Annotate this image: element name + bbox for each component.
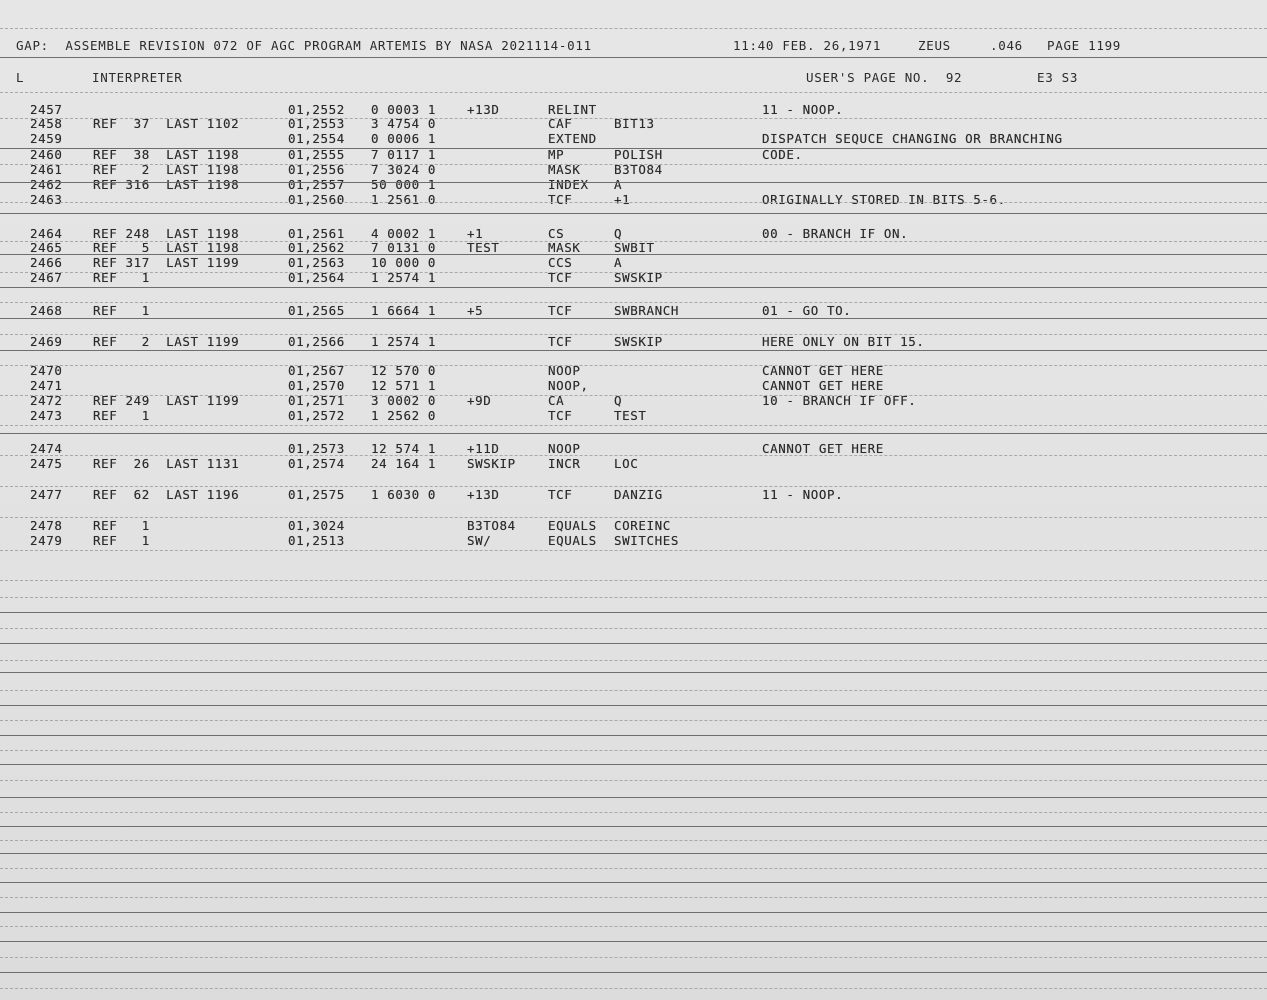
operand: Q: [614, 393, 623, 408]
reference: REF 62 LAST 1196: [93, 487, 240, 502]
dashed-line: [0, 302, 1267, 303]
opcode: RELINT: [548, 102, 597, 117]
comment: ORIGINALLY STORED IN BITS 5-6.: [762, 192, 1006, 207]
assembly-title: GAP: ASSEMBLE REVISION 072 OF AGC PROGRAM ARTEMIS BY NASA 2021114-011: [16, 38, 592, 53]
address: 01,2573: [288, 441, 345, 456]
line-number: 2475: [30, 456, 63, 471]
dashed-line: [0, 486, 1267, 487]
operand: A: [614, 255, 623, 270]
assembly-code: .046: [990, 38, 1023, 53]
line-number: 2463: [30, 192, 63, 207]
operand: BIT13: [614, 116, 655, 131]
line-number: 2474: [30, 441, 63, 456]
octal-code: 10 000 0: [371, 255, 437, 270]
rule-line: [0, 643, 1267, 644]
octal-code: 12 570 0: [371, 363, 437, 378]
octal-code: 1 2574 1: [371, 270, 437, 285]
dashed-line: [0, 628, 1267, 629]
line-number: 2465: [30, 240, 63, 255]
reference: REF 249 LAST 1199: [93, 393, 240, 408]
listing-row: [0, 409, 1267, 423]
reference: REF 1: [93, 533, 150, 548]
dashed-line: [0, 926, 1267, 927]
line-number: 2464: [30, 226, 63, 241]
comment: CANNOT GET HERE: [762, 441, 884, 456]
listing-row: [0, 227, 1267, 241]
dashed-line: [0, 92, 1267, 93]
opcode: NOOP,: [548, 378, 589, 393]
address: 01,2561: [288, 226, 345, 241]
comment: 11 - NOOP.: [762, 487, 844, 502]
dashed-line: [0, 365, 1267, 366]
opcode: EQUALS: [548, 518, 597, 533]
line-number: 2471: [30, 378, 63, 393]
reference: REF 316 LAST 1198: [93, 177, 240, 192]
comment: DISPATCH SEQUCE CHANGING OR BRANCHING: [762, 131, 1063, 146]
octal-code: 7 0117 1: [371, 147, 437, 162]
rule-line: [0, 912, 1267, 913]
address: 01,2556: [288, 162, 345, 177]
opcode: EXTEND: [548, 131, 597, 146]
reference: REF 2 LAST 1198: [93, 162, 240, 177]
comment: CANNOT GET HERE: [762, 363, 884, 378]
address: 01,2554: [288, 131, 345, 146]
opcode: CA: [548, 393, 565, 408]
line-number: 2468: [30, 303, 63, 318]
rule-line: [0, 254, 1267, 255]
operand: SWSKIP: [614, 270, 663, 285]
reference: REF 5 LAST 1198: [93, 240, 240, 255]
reference: REF 38 LAST 1198: [93, 147, 240, 162]
opcode: INCR: [548, 456, 581, 471]
dashed-line: [0, 164, 1267, 165]
operand: SWITCHES: [614, 533, 680, 548]
dashed-line: [0, 550, 1267, 551]
dashed-line: [0, 660, 1267, 661]
address: 01,2570: [288, 378, 345, 393]
address: 01,2513: [288, 533, 345, 548]
octal-code: 0 0003 1: [371, 102, 437, 117]
octal-code: 1 2574 1: [371, 334, 437, 349]
line-number: 2477: [30, 487, 63, 502]
label: +5: [467, 303, 484, 318]
line-number: 2472: [30, 393, 63, 408]
operand: SWBRANCH: [614, 303, 680, 318]
dashed-line: [0, 812, 1267, 813]
opcode: EQUALS: [548, 533, 597, 548]
assembly-user: ZEUS: [918, 38, 951, 53]
listing-row: [0, 335, 1267, 349]
reference: REF 2 LAST 1199: [93, 334, 240, 349]
octal-code: 1 2561 0: [371, 192, 437, 207]
label: SW/: [467, 533, 492, 548]
operand: A: [614, 177, 623, 192]
operand: TEST: [614, 408, 647, 423]
operand: SWBIT: [614, 240, 655, 255]
line-number: 2479: [30, 533, 63, 548]
opcode: MASK: [548, 240, 581, 255]
dashed-line: [0, 897, 1267, 898]
users-page-number: USER'S PAGE NO. 92: [806, 70, 963, 85]
line-number: 2466: [30, 255, 63, 270]
address: 01,2563: [288, 255, 345, 270]
rule-line: [0, 57, 1267, 58]
opcode: TCF: [548, 334, 573, 349]
reference: REF 1: [93, 408, 150, 423]
operand: SWSKIP: [614, 334, 663, 349]
opcode: NOOP: [548, 441, 581, 456]
rule-line: [0, 797, 1267, 798]
dashed-line: [0, 750, 1267, 751]
address: 01,2571: [288, 393, 345, 408]
octal-code: 0 0006 1: [371, 131, 437, 146]
opcode: TCF: [548, 408, 573, 423]
dashed-line: [0, 118, 1267, 119]
listing-row: [0, 271, 1267, 285]
reference: REF 1: [93, 303, 150, 318]
dashed-line: [0, 988, 1267, 989]
dashed-line: [0, 334, 1267, 335]
reference: REF 248 LAST 1198: [93, 226, 240, 241]
listing-row: [0, 193, 1267, 207]
octal-code: 12 571 1: [371, 378, 437, 393]
rule-line: [0, 213, 1267, 214]
rule-line: [0, 764, 1267, 765]
listing-row: [0, 394, 1267, 408]
listing-row: [0, 117, 1267, 131]
rule-line: [0, 705, 1267, 706]
octal-code: 12 574 1: [371, 441, 437, 456]
listing-row: [0, 379, 1267, 393]
octal-code: 24 164 1: [371, 456, 437, 471]
listing-row: [0, 519, 1267, 533]
dashed-line: [0, 272, 1267, 273]
label: TEST: [467, 240, 500, 255]
listing-row: [0, 442, 1267, 456]
page-number: PAGE 1199: [1047, 38, 1122, 53]
section-title: INTERPRETER: [92, 70, 183, 85]
rule-line: [0, 826, 1267, 827]
address: 01,2565: [288, 303, 345, 318]
line-number: 2459: [30, 131, 63, 146]
line-number: 2458: [30, 116, 63, 131]
line-number: 2470: [30, 363, 63, 378]
dashed-line: [0, 28, 1267, 29]
operand: +1: [614, 192, 631, 207]
operand: DANZIG: [614, 487, 663, 502]
listing-row: [0, 241, 1267, 255]
octal-code: 3 4754 0: [371, 116, 437, 131]
address: 01,2572: [288, 408, 345, 423]
address: 01,2567: [288, 363, 345, 378]
operand: COREINC: [614, 518, 671, 533]
comment: 00 - BRANCH IF ON.: [762, 226, 909, 241]
dashed-line: [0, 840, 1267, 841]
line-number: 2460: [30, 147, 63, 162]
dashed-line: [0, 425, 1267, 426]
reference: REF 1: [93, 518, 150, 533]
comment: CANNOT GET HERE: [762, 378, 884, 393]
dashed-line: [0, 517, 1267, 518]
opcode: MASK: [548, 162, 581, 177]
reference: REF 1: [93, 270, 150, 285]
address: 01,2557: [288, 177, 345, 192]
listing-row: [0, 148, 1267, 162]
comment: 01 - GO TO.: [762, 303, 852, 318]
line-number: 2462: [30, 177, 63, 192]
line-number: 2467: [30, 270, 63, 285]
operand: Q: [614, 226, 623, 241]
octal-code: 3 0002 0: [371, 393, 437, 408]
octal-code: 1 6664 1: [371, 303, 437, 318]
opcode: CAF: [548, 116, 573, 131]
dashed-line: [0, 720, 1267, 721]
opcode: TCF: [548, 487, 573, 502]
octal-code: 1 2562 0: [371, 408, 437, 423]
listing-row: [0, 132, 1267, 146]
comment: 10 - BRANCH IF OFF.: [762, 393, 917, 408]
comment: 11 - NOOP.: [762, 102, 844, 117]
column-l-label: L: [16, 70, 25, 85]
address: 01,2574: [288, 456, 345, 471]
label: +9D: [467, 393, 492, 408]
line-number: 2469: [30, 334, 63, 349]
address: 01,2562: [288, 240, 345, 255]
opcode: TCF: [548, 192, 573, 207]
listing-row: [0, 488, 1267, 502]
line-number: 2473: [30, 408, 63, 423]
address: 01,2555: [288, 147, 345, 162]
address: 01,2553: [288, 116, 345, 131]
address: 01,2552: [288, 102, 345, 117]
dashed-line: [0, 690, 1267, 691]
octal-code: 50 000 1: [371, 177, 437, 192]
listing-row: [0, 304, 1267, 318]
dashed-line: [0, 780, 1267, 781]
listing-row: [0, 163, 1267, 177]
dashed-line: [0, 597, 1267, 598]
rule-line: [0, 182, 1267, 183]
dashed-line: [0, 241, 1267, 242]
label: B3TO84: [467, 518, 516, 533]
rule-line: [0, 612, 1267, 613]
address: 01,2575: [288, 487, 345, 502]
comment: CODE.: [762, 147, 803, 162]
line-number: 2457: [30, 102, 63, 117]
opcode: CS: [548, 226, 565, 241]
dashed-line: [0, 202, 1267, 203]
octal-code: 1 6030 0: [371, 487, 437, 502]
opcode: MP: [548, 147, 565, 162]
octal-code: 7 0131 0: [371, 240, 437, 255]
label: SWSKIP: [467, 456, 516, 471]
listing-row: [0, 534, 1267, 548]
rule-line: [0, 318, 1267, 319]
dashed-line: [0, 580, 1267, 581]
octal-code: 4 0002 1: [371, 226, 437, 241]
listing-row: [0, 103, 1267, 117]
address: 01,2560: [288, 192, 345, 207]
line-number: 2461: [30, 162, 63, 177]
listing-row: [0, 457, 1267, 471]
rule-line: [0, 853, 1267, 854]
opcode: CCS: [548, 255, 573, 270]
address: 01,2564: [288, 270, 345, 285]
listing-row: [0, 364, 1267, 378]
listing-row: [0, 256, 1267, 270]
opcode: TCF: [548, 270, 573, 285]
label: +1: [467, 226, 484, 241]
reference: REF 317 LAST 1199: [93, 255, 240, 270]
listing-row: [0, 178, 1267, 192]
rule-line: [0, 882, 1267, 883]
dashed-line: [0, 868, 1267, 869]
line-number: 2478: [30, 518, 63, 533]
operand: LOC: [614, 456, 639, 471]
opcode: INDEX: [548, 177, 589, 192]
dashed-line: [0, 395, 1267, 396]
label: +13D: [467, 102, 500, 117]
octal-code: 7 3024 0: [371, 162, 437, 177]
comment: HERE ONLY ON BIT 15.: [762, 334, 925, 349]
operand: B3TO84: [614, 162, 663, 177]
opcode: NOOP: [548, 363, 581, 378]
operand: POLISH: [614, 147, 663, 162]
header-suffix: E3 S3: [1037, 70, 1079, 85]
reference: REF 26 LAST 1131: [93, 456, 240, 471]
label: +13D: [467, 487, 500, 502]
rule-line: [0, 350, 1267, 351]
reference: REF 37 LAST 1102: [93, 116, 240, 131]
dashed-line: [0, 455, 1267, 456]
rule-line: [0, 148, 1267, 149]
rule-line: [0, 287, 1267, 288]
dashed-line: [0, 957, 1267, 958]
address: 01,2566: [288, 334, 345, 349]
assembly-timestamp: 11:40 FEB. 26,1971: [733, 38, 882, 53]
rule-line: [0, 972, 1267, 973]
address: 01,3024: [288, 518, 345, 533]
rule-line: [0, 672, 1267, 673]
rule-line: [0, 433, 1267, 434]
label: +11D: [467, 441, 500, 456]
opcode: TCF: [548, 303, 573, 318]
rule-line: [0, 735, 1267, 736]
rule-line: [0, 941, 1267, 942]
